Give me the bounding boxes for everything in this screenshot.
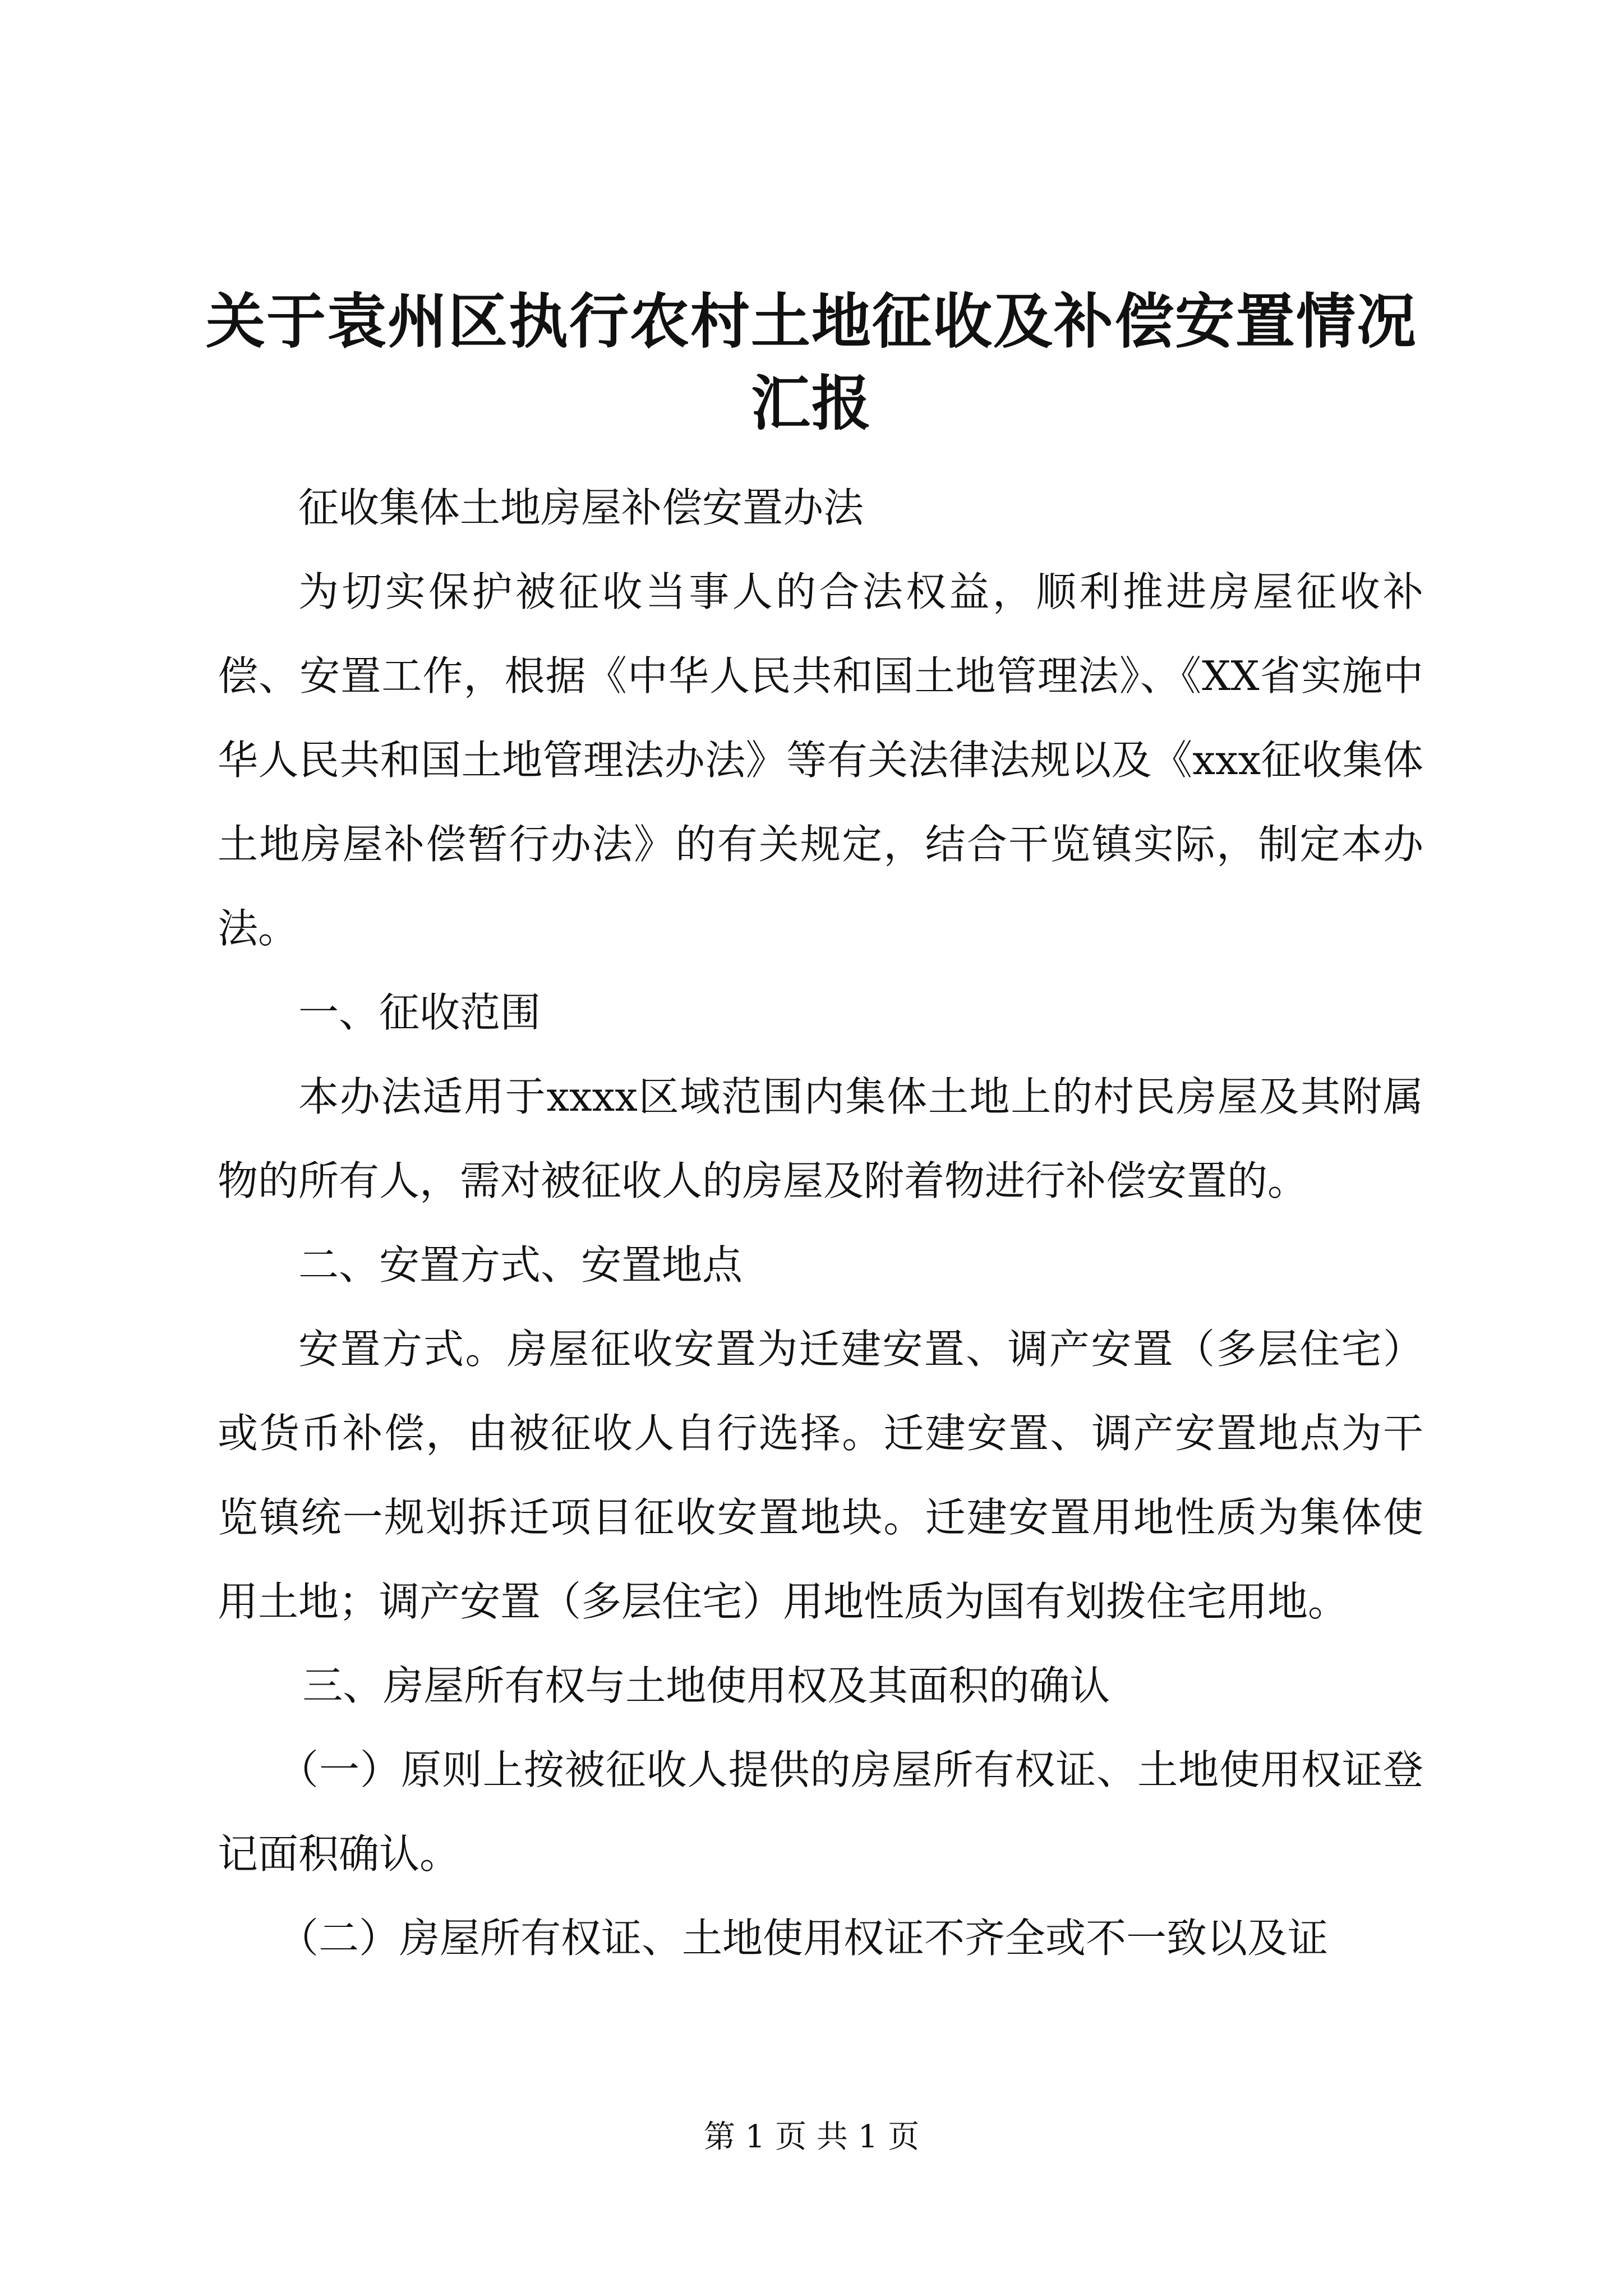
page-footer: 第 1 页 共 1 页 — [703, 2119, 920, 2155]
section-3-item-2: （二）房屋所有权证、土地使用权证不齐全或不一致以及证 — [278, 1915, 1329, 1962]
subtitle-paragraph: 征收集体土地房屋补偿安置办法 — [298, 484, 864, 531]
section-3-item-1: （一）原则上按被征收人提供的房屋所有权证、土地使用权证登记面积确认。 — [218, 1746, 1423, 1878]
section-heading-3: 三、房屋所有权与土地使用权及其面积的确认 — [302, 1662, 1110, 1709]
section-1-paragraph: 本办法适用于xxxx区域范围内集体土地上的村民房屋及其附属物的所有人，需对被征收人的房屋及附着物进行补偿安置的。 — [218, 1073, 1423, 1204]
section-heading-1: 一、征收范围 — [298, 989, 541, 1036]
intro-paragraph: 为切实保护被征收当事人的合法权益，顺利推进房屋征收补偿、安置工作，根据《中华人民共和国土地管理法》、《XX省实施中华人民共和国土地管理法办法》等有关法律法规以及《xxx征收集体土地房屋补偿暂行办法》的有关规定，结合干览镇实际，制定本办法。 — [218, 568, 1423, 952]
title-line-2: 汇报 — [751, 368, 872, 438]
section-heading-2: 二、安置方式、安置地点 — [298, 1241, 743, 1289]
title-line-1: 关于袁州区执行农村土地征收及补偿安置情况 — [206, 286, 1417, 356]
document-title — [202, 280, 1421, 444]
document-body — [218, 466, 1423, 1980]
section-2-paragraph: 安置方式。房屋征收安置为迁建安置、调产安置（多层住宅）或货币补偿，由被征收人自行选择。迁建安置、调产安置地点为干览镇统一规划拆迁项目征收安置地块。迁建安置用地性质为集体使用土地；调产安置（多层住宅）用地性质为国有划拨住宅用地。 — [218, 1326, 1423, 1625]
